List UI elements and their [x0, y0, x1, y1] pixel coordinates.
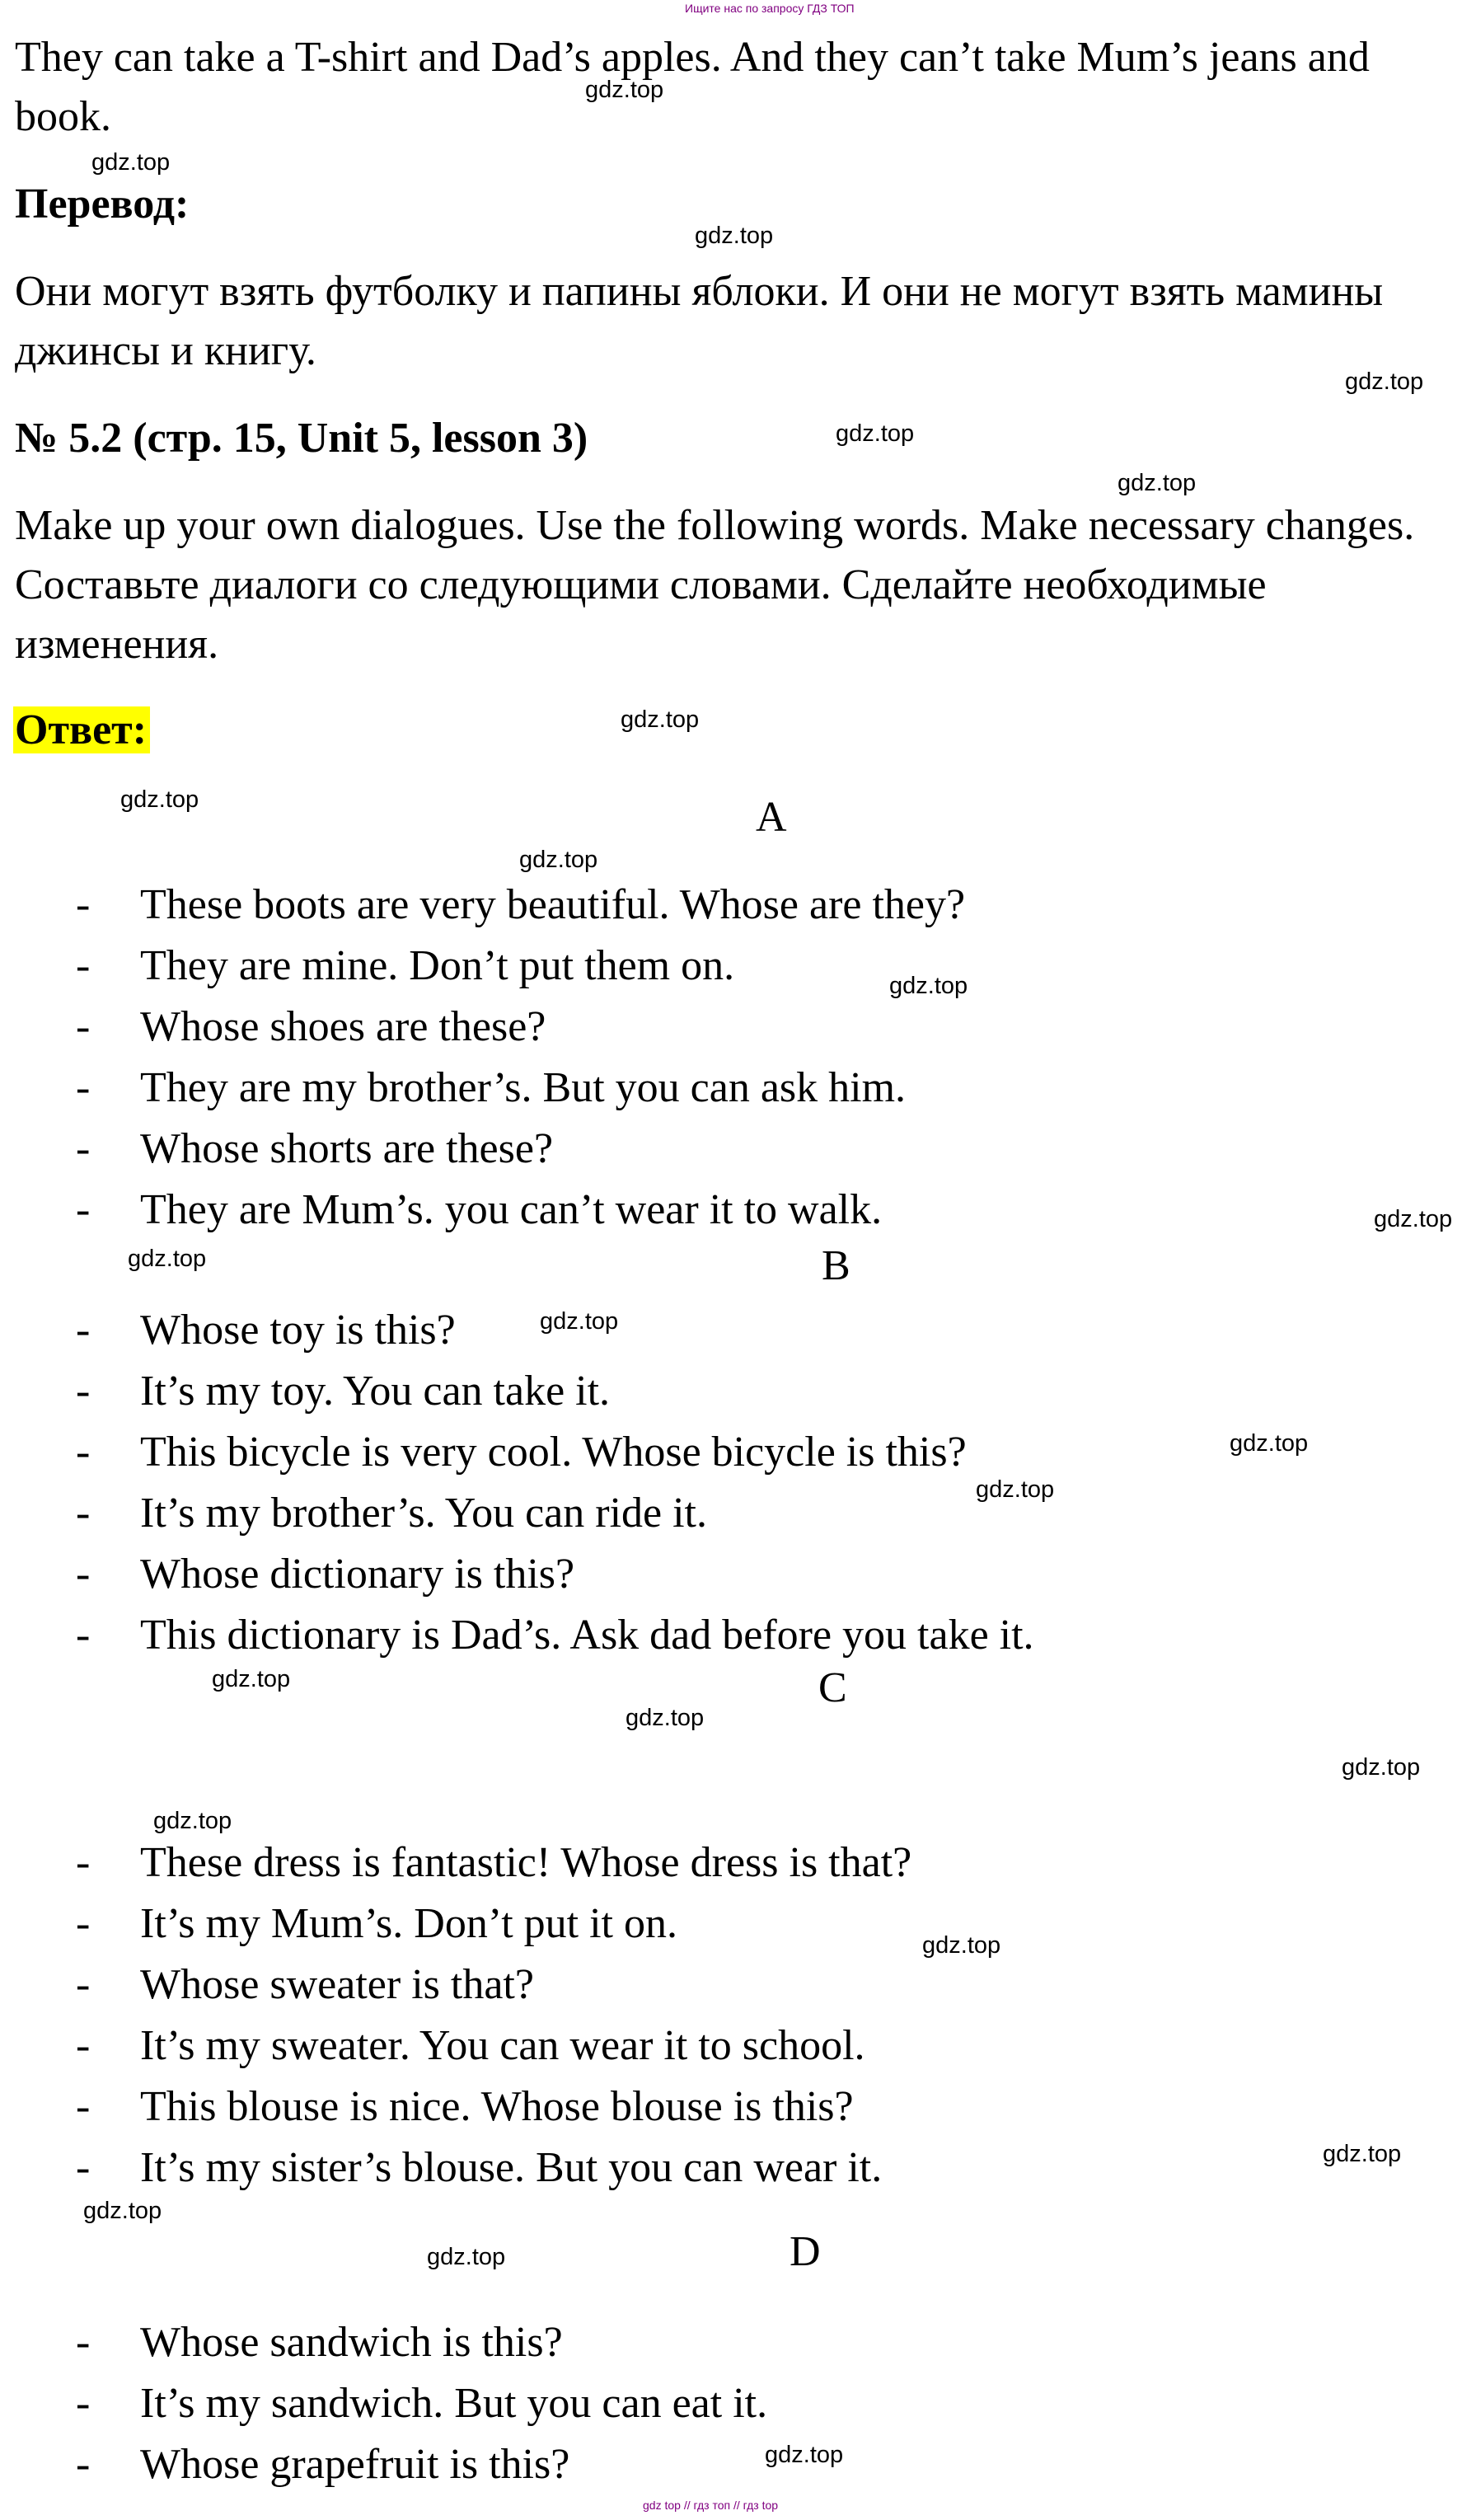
watermark-label: gdz.top [1230, 1430, 1309, 1457]
watermark-label: gdz.top [1118, 470, 1197, 496]
dialogue-line: Whose sandwich is this? [140, 2319, 563, 2366]
dash-bullet: - [76, 1551, 91, 1598]
watermark-label: gdz.top [836, 420, 915, 447]
dialogue-line: Whose dictionary is this? [140, 1551, 575, 1598]
watermark-label: gdz.top [128, 1246, 207, 1272]
answer-label [13, 703, 150, 758]
watermark-label: gdz.top [153, 1808, 232, 1834]
dialogue-line: These dress is fantastic! Whose dress is that? [140, 1839, 912, 1886]
dialogue-line: It’s my brother’s. You can ride it. [140, 1490, 707, 1537]
dialogue-line: Whose shoes are these? [140, 1003, 546, 1050]
watermark-label: gdz.top [765, 2442, 844, 2468]
dash-bullet: - [76, 2083, 91, 2130]
dash-bullet: - [76, 2319, 91, 2366]
dash-bullet: - [76, 2380, 91, 2427]
translation-heading: Перевод: [15, 181, 190, 228]
dialogue-line: It’s my toy. You can take it. [140, 1368, 611, 1415]
dialogue-label-c: C [818, 1664, 847, 1711]
translation-text: Они могут взять футболку и папины яблоки. И они не могут взять мамины джинсы и книгу. [15, 268, 1384, 374]
watermark-label: gdz.top [519, 847, 598, 873]
answer-label-text: Ответ: [13, 706, 150, 753]
dialogue-line: They are mine. Don’t put them on. [140, 942, 735, 989]
watermark-label: gdz.top [1374, 1206, 1453, 1232]
previous-answer-text: They can take a T-shirt and Dad’s apples. And they can’t take Mum’s jeans and book. [15, 34, 1370, 140]
dash-bullet: - [76, 2144, 91, 2191]
dialogue-label-b: B [822, 1242, 850, 1289]
dialogue-line: This blouse is nice. Whose blouse is this? [140, 2083, 854, 2130]
dialogue-line: It’s my sister’s blouse. But you can wear it. [140, 2144, 883, 2191]
watermark-label: gdz.top [1342, 1754, 1421, 1781]
watermark-label: gdz.top [976, 1476, 1055, 1503]
dialogue-line: Whose grapefruit is this? [140, 2441, 570, 2488]
dialogue-line: These boots are very beautiful. Whose are they? [140, 881, 966, 928]
watermark-label: gdz.top [212, 1666, 291, 1692]
watermark-label: gdz.top [626, 1705, 705, 1731]
dash-bullet: - [76, 1368, 91, 1415]
task-text-english: Make up your own dialogues. Use the following words. Make necessary changes. [15, 502, 1415, 549]
dash-bullet: - [76, 881, 91, 928]
task-text-russian: Составьте диалоги со следующими словами. Сделайте необходимые изменения. [15, 561, 1267, 668]
dialogue-line: It’s my sweater. You can wear it to school. [140, 2022, 865, 2069]
dash-bullet: - [76, 1064, 91, 1111]
watermark-label: gdz.top [120, 786, 199, 813]
dash-bullet: - [76, 2022, 91, 2069]
dash-bullet: - [76, 1961, 91, 2008]
dash-bullet: - [76, 1307, 91, 1354]
task-heading: № 5.2 (стр. 15, Unit 5, lesson 3) [15, 415, 588, 462]
dash-bullet: - [76, 2441, 91, 2488]
watermark-label: gdz.top [621, 706, 700, 733]
watermark-label: gdz.top [540, 1308, 619, 1335]
watermark-label: gdz.top [427, 2244, 506, 2270]
dialogue-line: This dictionary is Dad’s. Ask dad before you take it. [140, 1612, 1034, 1659]
watermark-label: gdz.top [585, 77, 664, 103]
watermark-label: gdz.top [83, 2198, 162, 2224]
watermark-label: gdz.top [695, 223, 774, 249]
dash-bullet: - [76, 1900, 91, 1947]
dialogue-line: It’s my Mum’s. Don’t put it on. [140, 1900, 677, 1947]
dash-bullet: - [76, 942, 91, 989]
dialogue-line: Whose shorts are these? [140, 1125, 554, 1172]
dash-bullet: - [76, 1429, 91, 1476]
dialogue-line: It’s my sandwich. But you can eat it. [140, 2380, 768, 2427]
dash-bullet: - [76, 1612, 91, 1659]
bottom-footer-note: gdz top // гдз топ // гдз top [643, 2499, 779, 2512]
dash-bullet: - [76, 1125, 91, 1172]
dash-bullet: - [76, 1186, 91, 1233]
dash-bullet: - [76, 1003, 91, 1050]
task-description [15, 496, 1432, 674]
dialogue-line: They are Mum’s. you can’t wear it to walk. [140, 1186, 883, 1233]
dash-bullet: - [76, 1490, 91, 1537]
dash-bullet: - [76, 1839, 91, 1886]
dialogue-label-d: D [790, 2228, 821, 2275]
dialogue-line: They are my brother’s. But you can ask him. [140, 1064, 907, 1111]
watermark-label: gdz.top [1323, 2141, 1402, 2167]
watermark-label: gdz.top [922, 1932, 1001, 1959]
watermark-label: gdz.top [1345, 368, 1424, 395]
dialogue-line: Whose sweater is that? [140, 1961, 534, 2008]
top-search-note: Ищите нас по запросу ГДЗ ТОП [685, 2, 855, 15]
dialogue-label-a: A [756, 794, 787, 841]
watermark-label: gdz.top [91, 149, 171, 176]
watermark-label: gdz.top [889, 973, 968, 999]
dialogue-line: This bicycle is very cool. Whose bicycle is this? [140, 1429, 967, 1476]
dialogue-line: Whose toy is this? [140, 1307, 456, 1354]
